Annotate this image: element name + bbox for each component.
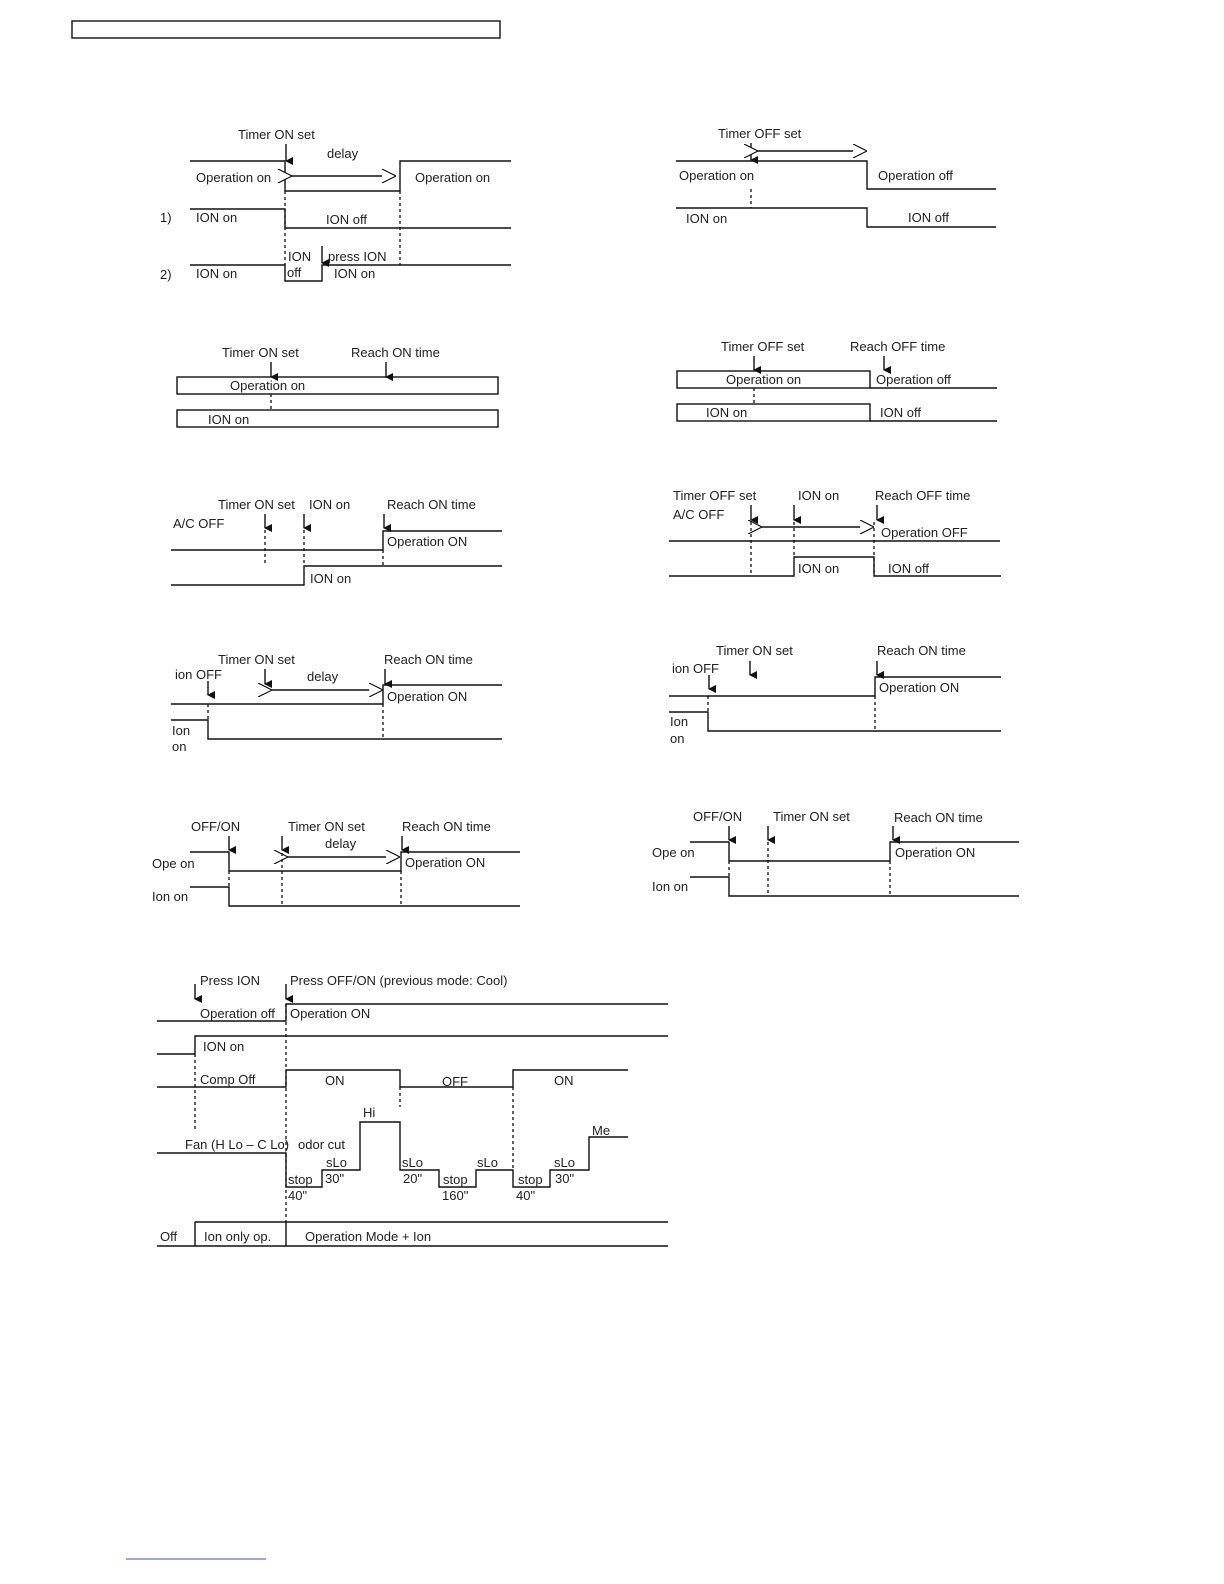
- label-timer-on-set: Timer ON set: [218, 652, 295, 667]
- label-timer-off-set: Timer OFF set: [718, 126, 802, 141]
- label-ion-only: Ion only op.: [204, 1229, 272, 1244]
- label-ion-on: Ion on: [152, 889, 189, 904]
- label-press-off-on: Press OFF/ON (previous mode: Cool): [290, 973, 508, 988]
- label-operation-on: Operation ON: [405, 855, 486, 870]
- diagram-timer-off-delay: [676, 126, 996, 227]
- label-ion-on: ION on: [203, 1039, 245, 1054]
- label-ion-off: ION off: [888, 561, 929, 576]
- label-timer-on-set: Timer ON set: [716, 643, 793, 658]
- label-ion: Ion: [670, 714, 689, 729]
- label-off: off: [287, 265, 302, 280]
- label-reach-off-time: Reach OFF time: [850, 339, 946, 354]
- label-delay: delay: [325, 836, 357, 851]
- label-press-ion: Press ION: [200, 973, 260, 988]
- label-ion-on-3: ION on: [334, 266, 376, 281]
- label-operation-on: Operation on: [726, 372, 802, 387]
- label-operation-on: Operation on: [230, 378, 306, 393]
- label-ope-on: Ope on: [152, 856, 195, 871]
- label-stop-3: stop: [518, 1172, 543, 1187]
- label-on-2: ON: [554, 1073, 574, 1088]
- label-ion-off: ion OFF: [175, 667, 222, 682]
- label-stop-1: stop: [288, 1172, 313, 1187]
- ion-signal: [190, 887, 520, 906]
- label-operation-on: Operation ON: [895, 845, 976, 860]
- label-case-1: 1): [160, 210, 172, 225]
- label-ion-on-bottom: ION on: [310, 571, 352, 586]
- label-operation-on: Operation on: [679, 168, 755, 183]
- label-slo-2: sLo: [402, 1155, 423, 1170]
- label-slo-1: sLo: [326, 1155, 347, 1170]
- diagram-off-on-timer-on-delay: [152, 819, 520, 906]
- diagram-off-on-timer-on: [652, 809, 1019, 896]
- label-off: OFF: [442, 1074, 468, 1089]
- label-case-2: 2): [160, 267, 172, 282]
- label-operation-on-right: Operation on: [415, 170, 491, 185]
- label-ion-off: ion OFF: [672, 661, 719, 676]
- label-ion: Ion: [172, 723, 191, 738]
- ion-signal: [171, 720, 502, 739]
- label-40-b: 40": [516, 1188, 536, 1203]
- label-ion-on: Ion on: [652, 879, 689, 894]
- label-reach-on-time: Reach ON time: [384, 652, 473, 667]
- label-timer-on-set: Timer ON set: [773, 809, 850, 824]
- label-operation-off: Operation off: [878, 168, 953, 183]
- label-reach-on-time: Reach ON time: [387, 497, 476, 512]
- diagram-ion-then-cool: [157, 973, 668, 1246]
- label-operation-on: Operation ON: [290, 1006, 371, 1021]
- label-operation-on: Operation ON: [387, 534, 468, 549]
- label-20: 20": [403, 1171, 423, 1186]
- diagram-timer-on-delay: [160, 127, 511, 282]
- label-operation-off: Operation off: [200, 1006, 275, 1021]
- label-on-1: ON: [325, 1073, 345, 1088]
- label-odor-cut: odor cut: [298, 1137, 345, 1152]
- label-slo-4: sLo: [554, 1155, 575, 1170]
- label-off-on: OFF/ON: [191, 819, 241, 834]
- label-ion-on-2: ION on: [196, 266, 238, 281]
- label-timer-off-set: Timer OFF set: [673, 488, 757, 503]
- label-ion-off: ION off: [908, 210, 949, 225]
- label-operation-on: Operation ON: [879, 680, 960, 695]
- operation-bar: [177, 377, 498, 394]
- label-reach-off-time: Reach OFF time: [875, 488, 971, 503]
- diagram-timer-on-reach: [177, 345, 498, 427]
- label-off-mode: Off: [160, 1229, 178, 1244]
- label-me: Me: [592, 1123, 611, 1138]
- label-operation-mode-ion: Operation Mode + Ion: [305, 1229, 432, 1244]
- label-comp-off: Comp Off: [200, 1072, 256, 1087]
- diagram-ion-off-timer-on-delay: [171, 652, 502, 754]
- label-reach-on-time: Reach ON time: [402, 819, 491, 834]
- label-operation-off: Operation off: [876, 372, 951, 387]
- label-timer-off-set: Timer OFF set: [721, 339, 805, 354]
- label-timer-on-set: Timer ON set: [222, 345, 299, 360]
- label-delay: delay: [307, 669, 339, 684]
- label-press-ion: press ION: [328, 249, 387, 264]
- label-reach-on-time: Reach ON time: [351, 345, 440, 360]
- label-hi: Hi: [363, 1105, 376, 1120]
- label-30-b: 30": [555, 1171, 575, 1186]
- label-operation-on: Operation ON: [387, 689, 468, 704]
- label-ion: ION: [288, 249, 312, 264]
- label-reach-on-time: Reach ON time: [894, 810, 983, 825]
- label-reach-on-time: Reach ON time: [877, 643, 966, 658]
- diagram-ion-off-timer-on: [669, 643, 1001, 746]
- label-ion-on-top: ION on: [798, 488, 840, 503]
- ion-signal: [669, 712, 1001, 731]
- label-timer-on-set: Timer ON set: [218, 497, 295, 512]
- label-operation-off: Operation OFF: [881, 525, 968, 540]
- label-fan: Fan (H Lo – C Lo): [185, 1137, 290, 1152]
- label-40-a: 40": [288, 1188, 308, 1203]
- label-30-a: 30": [325, 1171, 345, 1186]
- ion-signal: [690, 877, 1019, 896]
- label-ion-off-1: ION off: [326, 212, 367, 227]
- label-ac-off: A/C OFF: [173, 516, 225, 531]
- label-ion-on-top: ION on: [309, 497, 351, 512]
- diagram-ac-off-timer-on: [171, 497, 502, 586]
- label-ion-on-bottom: ION on: [798, 561, 840, 576]
- label-160: 160": [442, 1188, 469, 1203]
- label-ope-on: Ope on: [652, 845, 695, 860]
- label-slo-3: sLo: [477, 1155, 498, 1170]
- label-on: on: [172, 739, 187, 754]
- label-off-on: OFF/ON: [693, 809, 743, 824]
- diagram-timer-off-reach: [677, 339, 997, 421]
- header-box: [72, 21, 500, 38]
- label-ion-on: ION on: [686, 211, 728, 226]
- label-ion-on-1: ION on: [196, 210, 238, 225]
- label-timer-on-set: Timer ON set: [288, 819, 365, 834]
- label-ion-on: ION on: [208, 412, 250, 427]
- label-ac-off: A/C OFF: [673, 507, 725, 522]
- label-ion-off: ION off: [880, 405, 921, 420]
- label-operation-on-left: Operation on: [196, 170, 272, 185]
- label-delay: delay: [327, 146, 359, 161]
- diagram-ac-off-timer-off: [669, 488, 1001, 576]
- label-on: on: [670, 731, 685, 746]
- label-timer-on-set: Timer ON set: [238, 127, 315, 142]
- label-ion-on: ION on: [706, 405, 748, 420]
- label-stop-2: stop: [443, 1172, 468, 1187]
